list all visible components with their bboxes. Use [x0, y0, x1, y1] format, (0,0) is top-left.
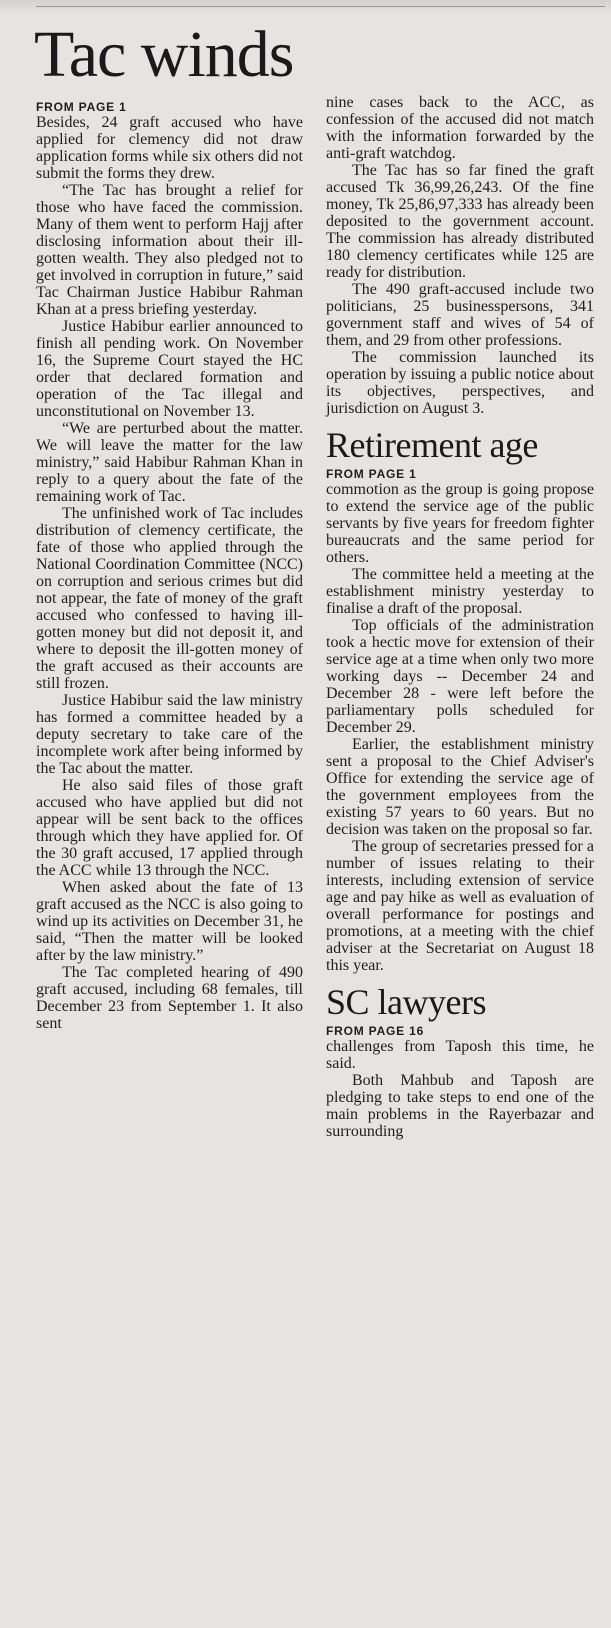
retirement-article-body [326, 481, 594, 974]
continued-from-label: FROM PAGE 1 [36, 100, 127, 114]
article-paragraph: Earlier, the establishment ministry sent a proposal to the Chief Adviser's Office for extending the service age of the government employees from the existing 57 years to 60 years. But no decision was taken on the proposal so far. [326, 736, 594, 838]
article-paragraph: commotion as the group is going propose to extend the service age of the public servants by five years for freedom fighter bureaucrats and the same period for others. [326, 481, 594, 566]
top-rule [36, 6, 605, 7]
headline-retirement-age: Retirement age [326, 425, 538, 465]
article-paragraph: The committee held a meeting at the establishment ministry yesterday to finalise a draft of the proposal. [326, 566, 594, 617]
column-left [36, 100, 303, 1032]
article-paragraph: nine cases back to the ACC, as confession of the accused did not match with the information forwarded by the anti-graft watchdog. [326, 94, 594, 162]
headline-sc-lawyers: SC lawyers [326, 982, 486, 1022]
tac-article-body-right [326, 94, 594, 417]
article-paragraph: The group of secretaries pressed for a number of issues relating to their interests, including extension of service age and pay hike as well as evaluation of overall performance for postings and promotions, at a meeting with the chief adviser at the Secretariat on August 18 this year. [326, 838, 594, 974]
column-right [326, 94, 594, 1140]
article-paragraph: He also said files of those graft accused who have applied but did not appear will be sent back to the offices through which they have applied for. Of the 30 graft accused, 17 applied through the ACC while 13 through the NCC. [36, 777, 303, 879]
page-top-edge [0, 0, 611, 14]
article-paragraph: “We are perturbed about the matter. We will leave the matter for the law ministry,” said Habibur Rahman Khan in reply to a query about the fate of the remaining work of Tac. [36, 420, 303, 505]
tac-article-body-left [36, 114, 303, 1032]
continued-from-label: FROM PAGE 16 [326, 1024, 425, 1038]
article-paragraph: “The Tac has brought a relief for those who have faced the commission. Many of them went to perform Hajj after disclosing information about their ill-gotten wealth. They also pledged not to get involved in corruption in future,” said Tac Chairman Justice Habibur Rahman Khan at a press briefing yesterday. [36, 182, 303, 318]
article-paragraph: When asked about the fate of 13 graft accused as the NCC is also going to wind up its activities on December 31, he said, “Then the matter will be looked after by the law ministry.” [36, 879, 303, 964]
headline-tac-winds: Tac winds [34, 18, 294, 91]
article-paragraph: Both Mahbub and Taposh are pledging to take steps to end one of the main problems in the Rayerbazar and surrounding [326, 1072, 594, 1140]
article-paragraph: challenges from Taposh this time, he said. [326, 1038, 594, 1072]
article-paragraph: The commission launched its operation by issuing a public notice about its objectives, perspectives, and jurisdiction on August 3. [326, 349, 594, 417]
article-paragraph: Top officials of the administration took a hectic move for extension of their service age at a time when only two more working days -- December 24 and December 28 - were left before the parliamentary polls scheduled for December 29. [326, 617, 594, 736]
article-paragraph: The Tac has so far fined the graft accused Tk 36,99,26,243. Of the fine money, Tk 25,86,97,333 has already been deposited to the government account. The commission has already distributed 180 clemency certificates while 125 are ready for distribution. [326, 162, 594, 281]
article-paragraph: The Tac completed hearing of 490 graft accused, including 68 females, till December 23 from September 1. It also sent [36, 964, 303, 1032]
article-paragraph: The 490 graft-accused include two politicians, 25 businesspersons, 341 government staff and wives of 54 of them, and 29 from other professions. [326, 281, 594, 349]
sc-article-body [326, 1038, 594, 1140]
continued-from-label: FROM PAGE 1 [326, 467, 417, 481]
article-paragraph: Besides, 24 graft accused who have applied for clemency did not draw application forms while six others did not submit the forms they drew. [36, 114, 303, 182]
article-paragraph: Justice Habibur said the law ministry has formed a committee headed by a deputy secretary to take care of the incomplete work after being informed by the Tac about the matter. [36, 692, 303, 777]
article-paragraph: Justice Habibur earlier announced to finish all pending work. On November 16, the Supreme Court stayed the HC order that declared formation and operation of the Tac illegal and unconstitutional on November 13. [36, 318, 303, 420]
article-paragraph: The unfinished work of Tac includes distribution of clemency certificate, the fate of those who applied through the National Coordination Committee (NCC) on corruption and serious crimes but did not appear, the fate of money of the graft accused who confessed to having ill-gotten money but did not deposit it, and where to deposit the ill-gotten money of the graft accused as their accounts are still frozen. [36, 505, 303, 692]
